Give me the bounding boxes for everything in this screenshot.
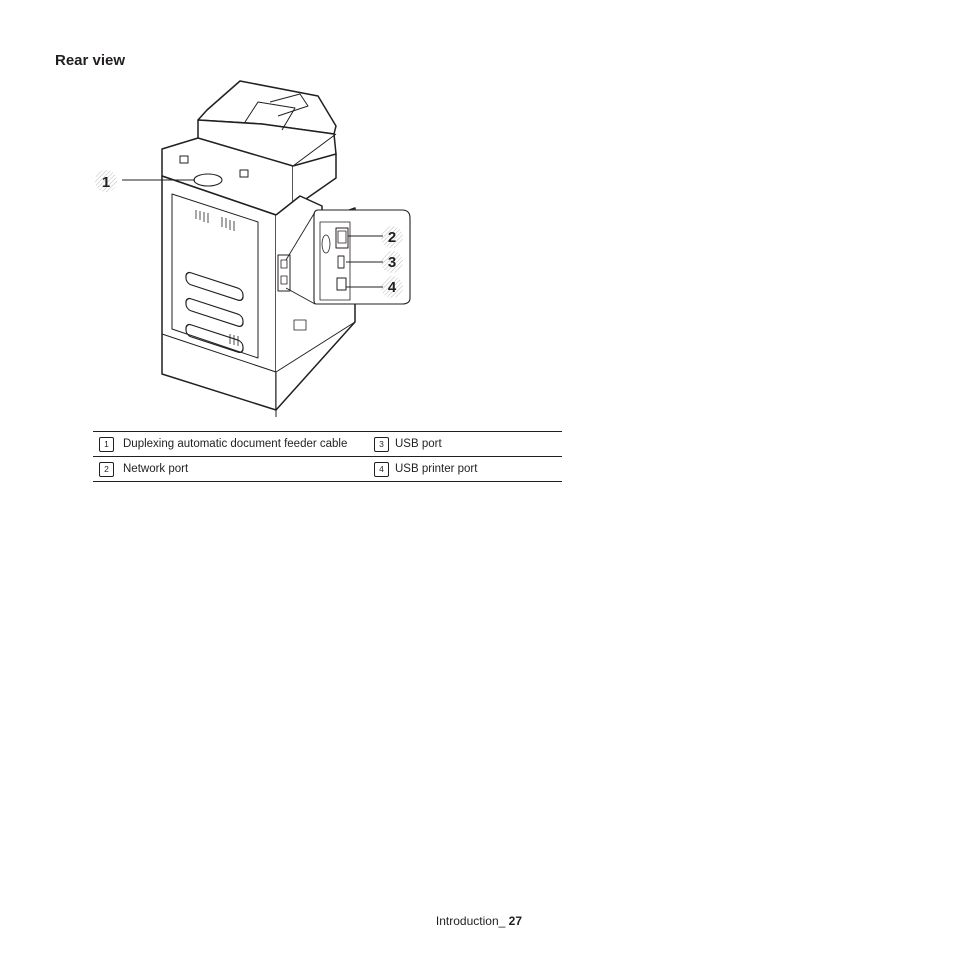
legend-description: USB port	[395, 432, 562, 457]
legend-description: Duplexing automatic document feeder cable	[123, 432, 368, 457]
callout-2: 2	[387, 229, 397, 246]
legend-number: 3	[374, 437, 389, 452]
callout-4: 4	[387, 279, 397, 296]
callout-3: 3	[387, 254, 397, 271]
printer-main-body	[162, 176, 276, 410]
callout-1: 1	[101, 174, 111, 191]
callout-legend-table	[93, 431, 562, 482]
legend-description: Network port	[123, 457, 368, 482]
legend-number: 1	[99, 437, 114, 452]
legend-description: USB printer port	[395, 457, 562, 482]
section-title: Rear view	[55, 52, 126, 69]
page-footer	[436, 914, 522, 928]
page-number: 27	[508, 914, 522, 928]
legend-row	[93, 432, 562, 457]
legend-row	[93, 457, 562, 482]
printer-rear-view-illustration	[90, 72, 420, 424]
footer-chapter: Introduction_	[435, 914, 509, 928]
legend-number: 2	[99, 462, 114, 477]
legend-number: 4	[374, 462, 389, 477]
